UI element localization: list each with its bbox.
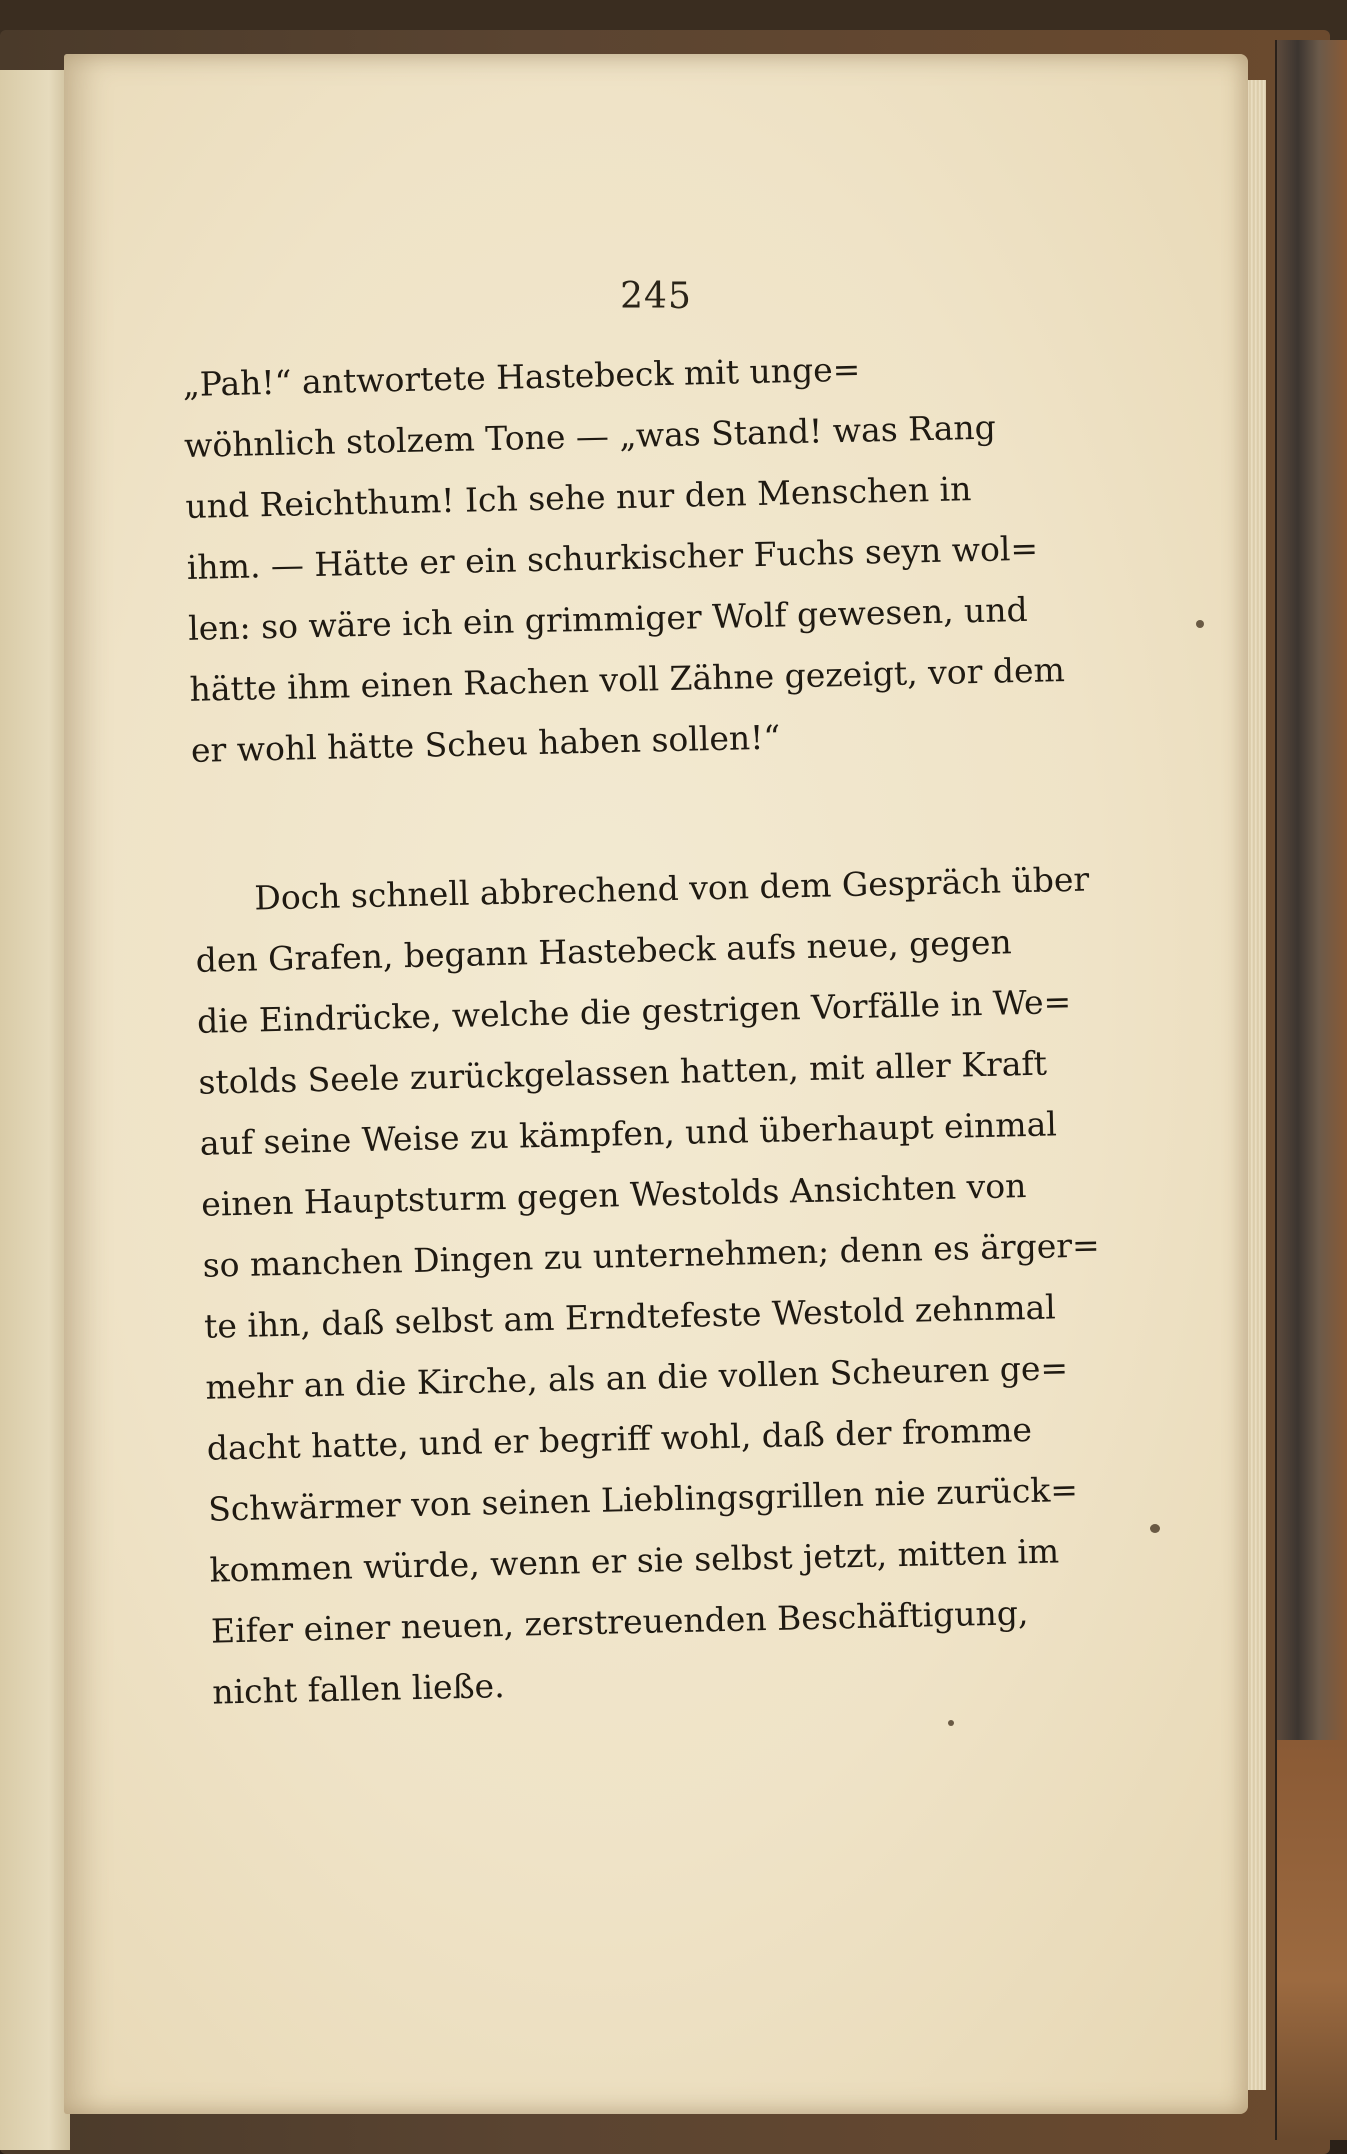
text-line: stolds Seele zurückgelassen hatten, mit aller Kraft — [198, 1043, 1048, 1102]
text-line: mehr an die Kirche, als an die vollen Scheuren ge= — [205, 1348, 1069, 1407]
text-line: hätte ihm einen Rachen voll Zähne gezeigt, vor dem — [189, 650, 1066, 709]
text-line: er wohl hätte Scheu haben sollen!“ — [190, 717, 781, 770]
page-number: 245 — [620, 276, 692, 317]
text-line: nicht fallen ließe. — [211, 1666, 505, 1712]
text-line: und Reichthum! Ich sehe nur den Menschen in — [185, 469, 972, 526]
text-line: den Grafen, begann Hastebeck aufs neue, gegen — [195, 922, 1013, 980]
paragraph-2 — [194, 849, 1101, 1723]
book-spine-edge — [1275, 40, 1347, 2140]
text-line: so manchen Dingen zu unternehmen; denn es ärger= — [202, 1225, 1101, 1285]
text-line: kommen würde, wenn er sie selbst jetzt, mitten im — [209, 1531, 1060, 1590]
paragraph-1 — [182, 334, 1071, 781]
text-line: te ihn, daß selbst am Erndtefeste Westold zehnmal — [203, 1287, 1057, 1346]
text-line: Schwärmer von seinen Lieblingsgrillen nie zurück= — [207, 1469, 1079, 1529]
paper-speck — [1150, 1524, 1160, 1533]
text-line: Doch schnell abbrechend von dem Gespräch über — [253, 859, 1090, 918]
page-text — [182, 334, 1101, 1723]
text-line: einen Hauptsturm gegen Westolds Ansichten von — [200, 1166, 1027, 1224]
text-line: „Pah!“ antwortete Hastebeck mit unge= — [182, 349, 861, 404]
text-line: auf seine Weise zu kämpfen, und überhaupt einmal — [199, 1104, 1058, 1163]
text-line: Eifer einer neuen, zerstreuenden Beschäftigung, — [210, 1593, 1029, 1651]
text-line: dacht hatte, und er begriff wohl, daß der fromme — [206, 1409, 1033, 1468]
facing-page-edge — [0, 70, 70, 2150]
text-line: die Eindrücke, welche die gestrigen Vorfälle in We= — [196, 981, 1072, 1041]
paper-speck — [1196, 620, 1204, 628]
text-line: ihm. — Hätte er ein schurkischer Fuchs seyn wol= — [186, 528, 1039, 587]
text-line: wöhnlich stolzem Tone — „was Stand! was Rang — [183, 407, 997, 465]
book-page — [64, 54, 1248, 2114]
paper-speck — [948, 1720, 954, 1726]
leather-corner — [1277, 1740, 1347, 2140]
text-line: len: so wäre ich ein grimmiger Wolf gewesen, und — [187, 589, 1029, 648]
